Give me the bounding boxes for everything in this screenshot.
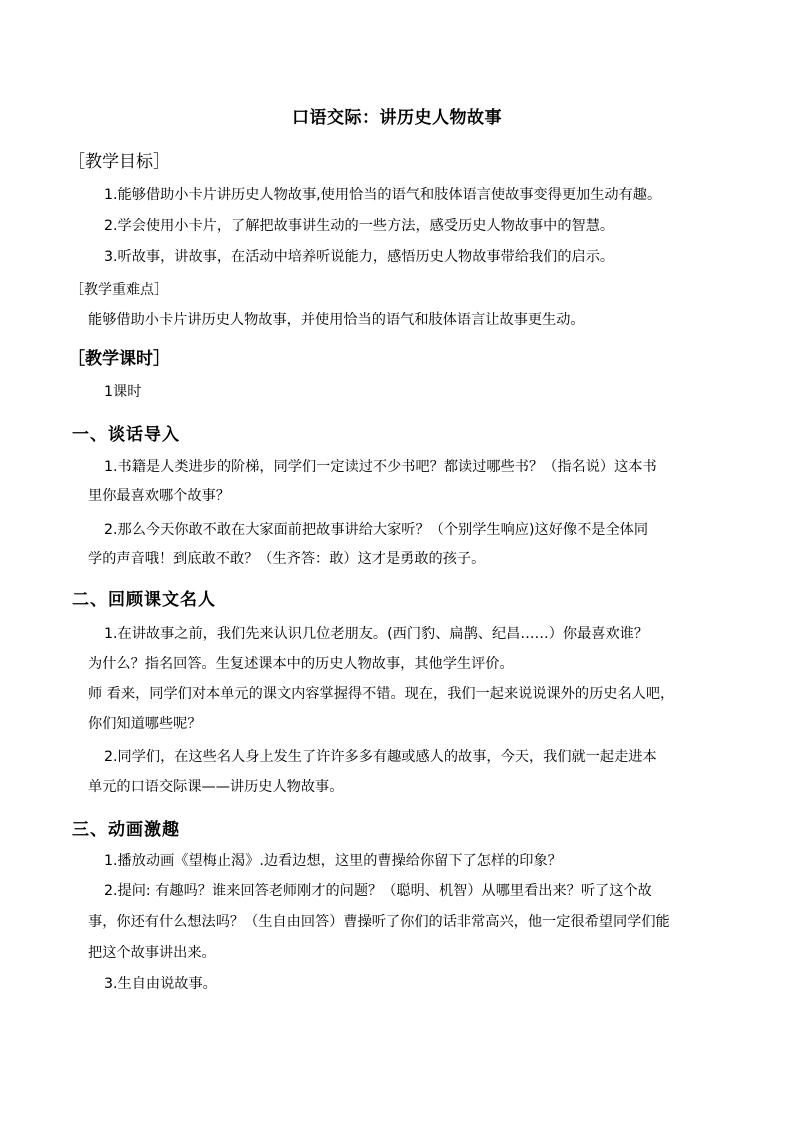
- hours-heading: ［教学课时］: [68, 349, 170, 369]
- key-text: 能够借助小卡片讲历史人物故事，并使用恰当的语气和肢体语言让故事更生动。: [88, 312, 585, 328]
- section-3-heading: 三、动画激趣: [72, 820, 180, 840]
- section-3-p1: 1.播放动画《望梅止渴》.边看边想，这里的曹操给你留下了怎样的印象？: [104, 853, 562, 869]
- section-3-p2-line1: 2.提问: 有趣吗？谁来回答老师刚才的问题？（聪明、机智）从哪里看出来？听了这个故: [104, 883, 652, 899]
- section-2-p1-line1: 1.在讲故事之前，我们先来认识几位老朋友。(西门豹、扁鹊、纪昌……）你最喜欢谁？: [104, 626, 649, 642]
- section-2-p2-line1: 师 看来，同学们对本单元的课文内容掌握得不错。现在，我们一起来说说课外的历史名人吧，: [88, 686, 675, 702]
- document-title: 口语交际：讲历史人物故事: [292, 108, 502, 128]
- goals-heading: ［教学目标］: [68, 152, 170, 172]
- section-1-p1-line1: 1.书籍是人类进步的阶梯，同学们一定读过不少书吧？都读过哪些书？（指名说）这本书: [104, 459, 657, 475]
- key-heading: ［教学重难点］: [70, 282, 168, 298]
- section-3-p2-line3: 把这个故事讲出来。: [88, 945, 216, 961]
- section-2-p2-line2: 你们知道哪些呢？: [88, 716, 202, 732]
- section-1-heading: 一、谈话导入: [72, 425, 180, 445]
- section-2-heading: 二、回顾课文名人: [72, 590, 216, 610]
- section-2-p3-line1: 2.同学们，在这些名人身上发生了许许多多有趣或感人的故事，今天，我们就一起走进本: [104, 749, 657, 765]
- section-2-p1-line2: 为什么？指名回答。生复述课本中的历史人物故事，其他学生评价。: [88, 656, 514, 672]
- section-1-p1-line2: 里你最喜欢哪个故事？: [88, 488, 230, 504]
- section-3-p3: 3.生自由说故事。: [104, 976, 217, 992]
- section-1-p2-line1: 2.那么今天你敢不敢在大家面前把故事讲给大家听？（个别学生响应)这好像不是全体同: [104, 522, 649, 538]
- section-2-p3-line2: 单元的口语交际课——讲历史人物故事。: [88, 779, 344, 795]
- goal-item-1: 1.能够借助小卡片讲历史人物故事,使用恰当的语气和肢体语言使故事变得更加生动有趣。: [104, 187, 662, 203]
- section-3-p2-line2: 事，你还有什么想法吗？（生自由回答）曹操听了你们的话非常高兴，他一定很希望同学们能: [88, 914, 670, 930]
- goal-item-3: 3.听故事，讲故事，在活动中培养听说能力，感悟历史人物故事带给我们的启示。: [104, 249, 615, 265]
- hours-text: 1课时: [104, 384, 142, 400]
- section-1-p2-line2: 学的声音哦！到底敢不敢？（生齐答：敢）这才是勇敢的孩子。: [88, 551, 486, 567]
- goal-item-2: 2.学会使用小卡片，了解把故事讲生动的一些方法，感受历史人物故事中的智慧。: [104, 218, 615, 234]
